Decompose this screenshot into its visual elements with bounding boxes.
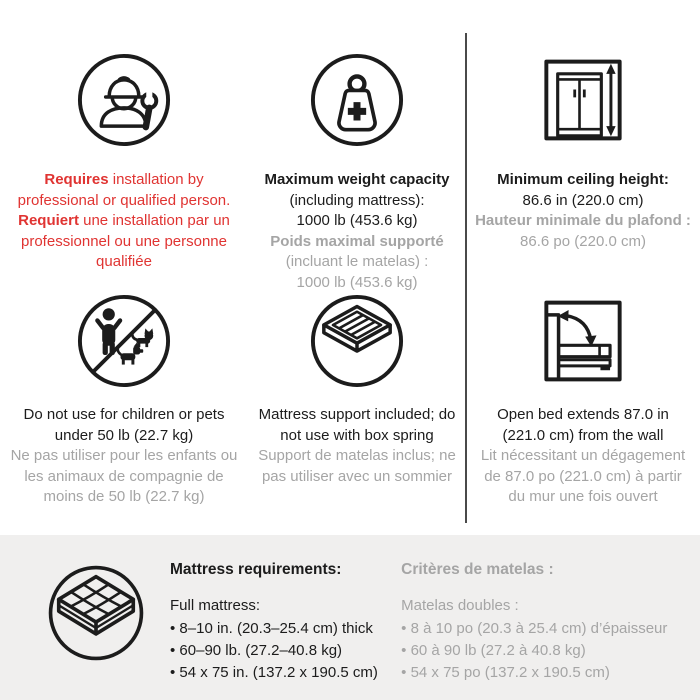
cell-ceiling-height bbox=[466, 30, 700, 285]
weight-value-en: 1000 lb (453.6 kg) bbox=[296, 212, 418, 229]
list-item: • 54 x 75 in. (137.2 x 190.5 cm) bbox=[170, 662, 397, 684]
cell-mattress-support bbox=[248, 285, 466, 508]
cell-no-children-pets bbox=[0, 285, 248, 508]
list-item: • 60 à 90 lb (27.2 à 40.8 kg) bbox=[401, 640, 700, 662]
weight-note-en: (including mattress): bbox=[289, 191, 425, 209]
slatted-base-icon bbox=[248, 285, 466, 397]
ceiling-title-fr: Hauteur minimale du plafond : bbox=[475, 212, 691, 229]
mattress-requirements-en bbox=[170, 559, 397, 700]
children-pets-text-fr: Ne pas utiliser pour les enfants ou les animaux de compagnie de moins de 50 lb (22.7 kg) bbox=[10, 447, 238, 505]
quilted-mattress-icon bbox=[46, 563, 146, 700]
info-grid bbox=[0, 30, 700, 508]
mattress-support-text-en: Mattress support included; do not use with box spring bbox=[258, 406, 456, 444]
open-bed-icon bbox=[466, 285, 700, 397]
mattress-specs-list-fr bbox=[401, 618, 700, 684]
installation-en-lead: Requires bbox=[44, 171, 109, 188]
ceiling-title-en: Minimum ceiling height: bbox=[497, 171, 669, 188]
installation-fr-lead: Requiert bbox=[18, 212, 79, 229]
weight-title-en: Maximum weight capacity bbox=[264, 171, 450, 188]
ceiling-value-fr: 86.6 po (220.0 cm) bbox=[520, 232, 646, 250]
mattress-requirements-panel bbox=[0, 535, 700, 700]
installation-fr-rest: une installation par un professionnel ou une personne qualifiée bbox=[21, 212, 230, 270]
mattress-requirements-fr bbox=[401, 559, 700, 700]
mattress-type-fr: Matelas doubles : bbox=[401, 597, 519, 614]
installation-text bbox=[6, 170, 242, 273]
list-item: • 8 à 10 po (20.3 à 25.4 cm) d’épaisseur bbox=[401, 618, 700, 640]
open-bed-text-en: Open bed extends 87.0 in (221.0 cm) from the wall bbox=[497, 406, 669, 444]
weight-value-fr: 1000 lb (453.6 kg) bbox=[296, 273, 418, 291]
list-item: • 60–90 lb. (27.2–40.8 kg) bbox=[170, 640, 397, 662]
mattress-requirements-title-en: Mattress requirements: bbox=[170, 561, 342, 578]
no-children-pets-icon bbox=[0, 285, 248, 397]
cell-open-bed bbox=[466, 285, 700, 508]
cell-installation bbox=[0, 30, 248, 285]
weight-title-fr: Poids maximal supporté bbox=[270, 232, 444, 250]
open-bed-text-fr: Lit nécessitant un dégagement de 87.0 po (221.0 cm) à partir du mur une fois ouvert bbox=[480, 447, 686, 505]
list-item: • 54 x 75 po (137.2 x 190.5 cm) bbox=[401, 662, 700, 684]
installer-icon bbox=[0, 30, 248, 170]
mattress-requirements-title-fr: Critères de matelas : bbox=[401, 561, 554, 578]
ceiling-value-en: 86.6 in (220.0 cm) bbox=[522, 191, 644, 209]
mattress-type-en: Full mattress: bbox=[170, 597, 261, 614]
weight-note-fr: (incluant le matelas) : bbox=[285, 253, 429, 270]
mattress-support-text-fr: Support de matelas inclus; ne pas utiliser avec un sommier bbox=[258, 447, 456, 485]
children-pets-text-en: Do not use for children or pets under 50 lb (22.7 kg) bbox=[23, 406, 225, 444]
weight-plus-icon bbox=[248, 30, 466, 170]
ceiling-height-icon bbox=[466, 30, 700, 170]
mattress-specs-list-en bbox=[170, 618, 397, 684]
installation-en-rest: installation by professional or qualified person. bbox=[17, 171, 231, 209]
list-item: • 8–10 in. (20.3–25.4 cm) thick bbox=[170, 618, 397, 640]
cell-weight-capacity bbox=[248, 30, 466, 291]
